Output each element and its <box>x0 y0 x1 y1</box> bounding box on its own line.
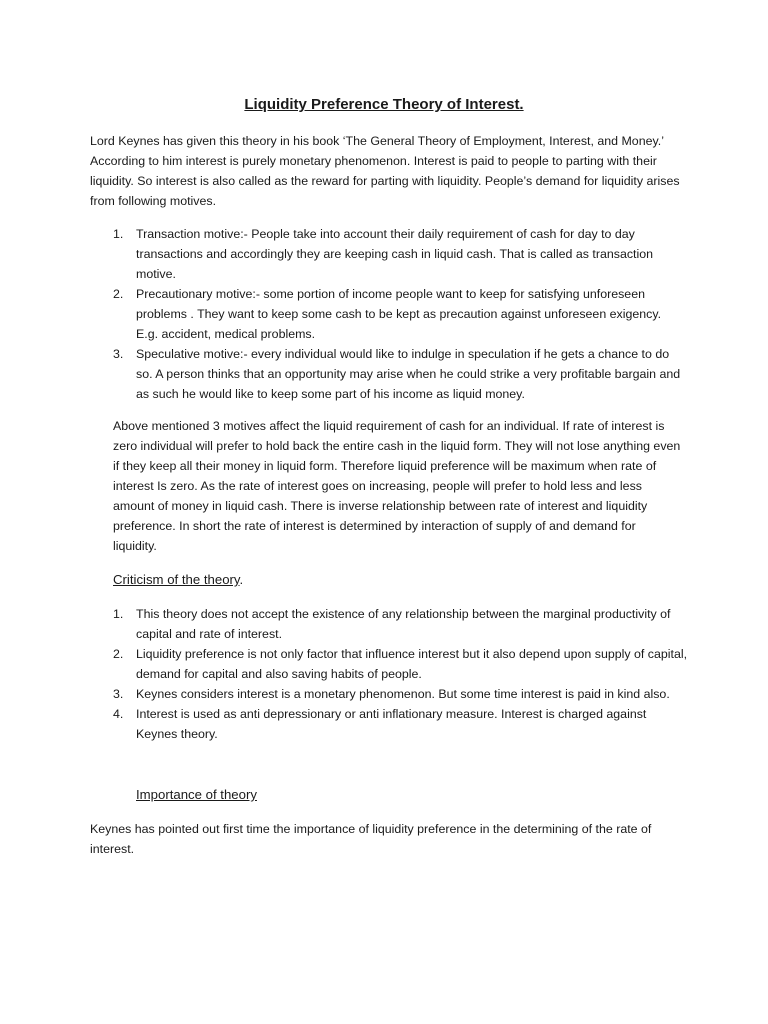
list-item <box>113 684 688 704</box>
intro-paragraph: Lord Keynes has given this theory in his book ‘The General Theory of Employment, Interest, and Money.’ According to him interest is purely monetary phenomenon. Interest is paid to people to parting with their liquidity. So interest is also called as the reward for parting with liquidity. People’s demand for liquidity arises from following motives. <box>90 134 680 208</box>
list-number: 2. <box>113 287 124 301</box>
conclusion-paragraph: Keynes has pointed out first time the importance of liquidity preference in the determining of the rate of interest. <box>90 822 652 856</box>
list-item <box>113 644 688 684</box>
list-item-text: Liquidity preference is not only factor that influence interest but it also depend upon supply of capital, demand for capital and also saving habits of people. <box>136 647 688 681</box>
list-number: 1. <box>113 227 124 241</box>
importance-heading: Importance of theory <box>136 787 257 802</box>
list-item-text: Interest is used as anti depressionary or anti inflationary measure. Interest is charged against Keynes theory. <box>136 707 647 741</box>
list-item-text: Precautionary motive:- some portion of income people want to keep for satisfying unforeseen problems . They want to keep some cash to be kept as precaution against unforeseen exigency. E.g. accident, medical problems. <box>136 287 662 341</box>
list-item <box>113 224 683 284</box>
list-item <box>113 604 688 644</box>
list-item <box>113 344 683 404</box>
criticism-heading-text: Criticism of the theory <box>113 572 240 587</box>
list-number: 1. <box>113 607 124 621</box>
list-number: 4. <box>113 707 124 721</box>
criticism-heading <box>113 570 243 590</box>
motives-list <box>113 224 683 404</box>
list-item-text: Speculative motive:- every individual would like to indulge in speculation if he gets a chance to do so. A person thinks that an opportunity may arise when he could strike a very profitable bargain and as such he would like to keep some part of his income as liquid money. <box>136 347 681 401</box>
document-title: Liquidity Preference Theory of Interest. <box>244 96 524 113</box>
list-number: 3. <box>113 687 124 701</box>
list-number: 3. <box>113 347 124 361</box>
list-number: 2. <box>113 647 124 661</box>
list-item <box>113 704 688 744</box>
motives-summary-paragraph: Above mentioned 3 motives affect the liquid requirement of cash for an individual. If rate of interest is zero individual will prefer to hold back the entire cash in the liquid form. They will not lose anything even if they keep all their money in liquid form. Therefore liquid preference will be maximum when rate of interest Is zero. As the rate of interest goes on increasing, people will prefer to hold less and less amount of money in liquid cash. There is inverse relationship between rate of interest and liquidity preference. In short the rate of interest is determined by interaction of supply of and demand for liquidity. <box>113 419 681 553</box>
list-item-text: Keynes considers interest is a monetary phenomenon. But some time interest is paid in kind also. <box>136 687 670 701</box>
criticism-list <box>113 604 688 744</box>
list-item-text: Transaction motive:- People take into account their daily requirement of cash for day to day transactions and accordingly they are keeping cash in liquid cash. That is called as transaction motive. <box>136 227 654 281</box>
list-item-text: This theory does not accept the existence of any relationship between the marginal productivity of capital and rate of interest. <box>136 607 671 641</box>
list-item <box>113 284 683 344</box>
criticism-heading-suffix: . <box>239 572 244 587</box>
